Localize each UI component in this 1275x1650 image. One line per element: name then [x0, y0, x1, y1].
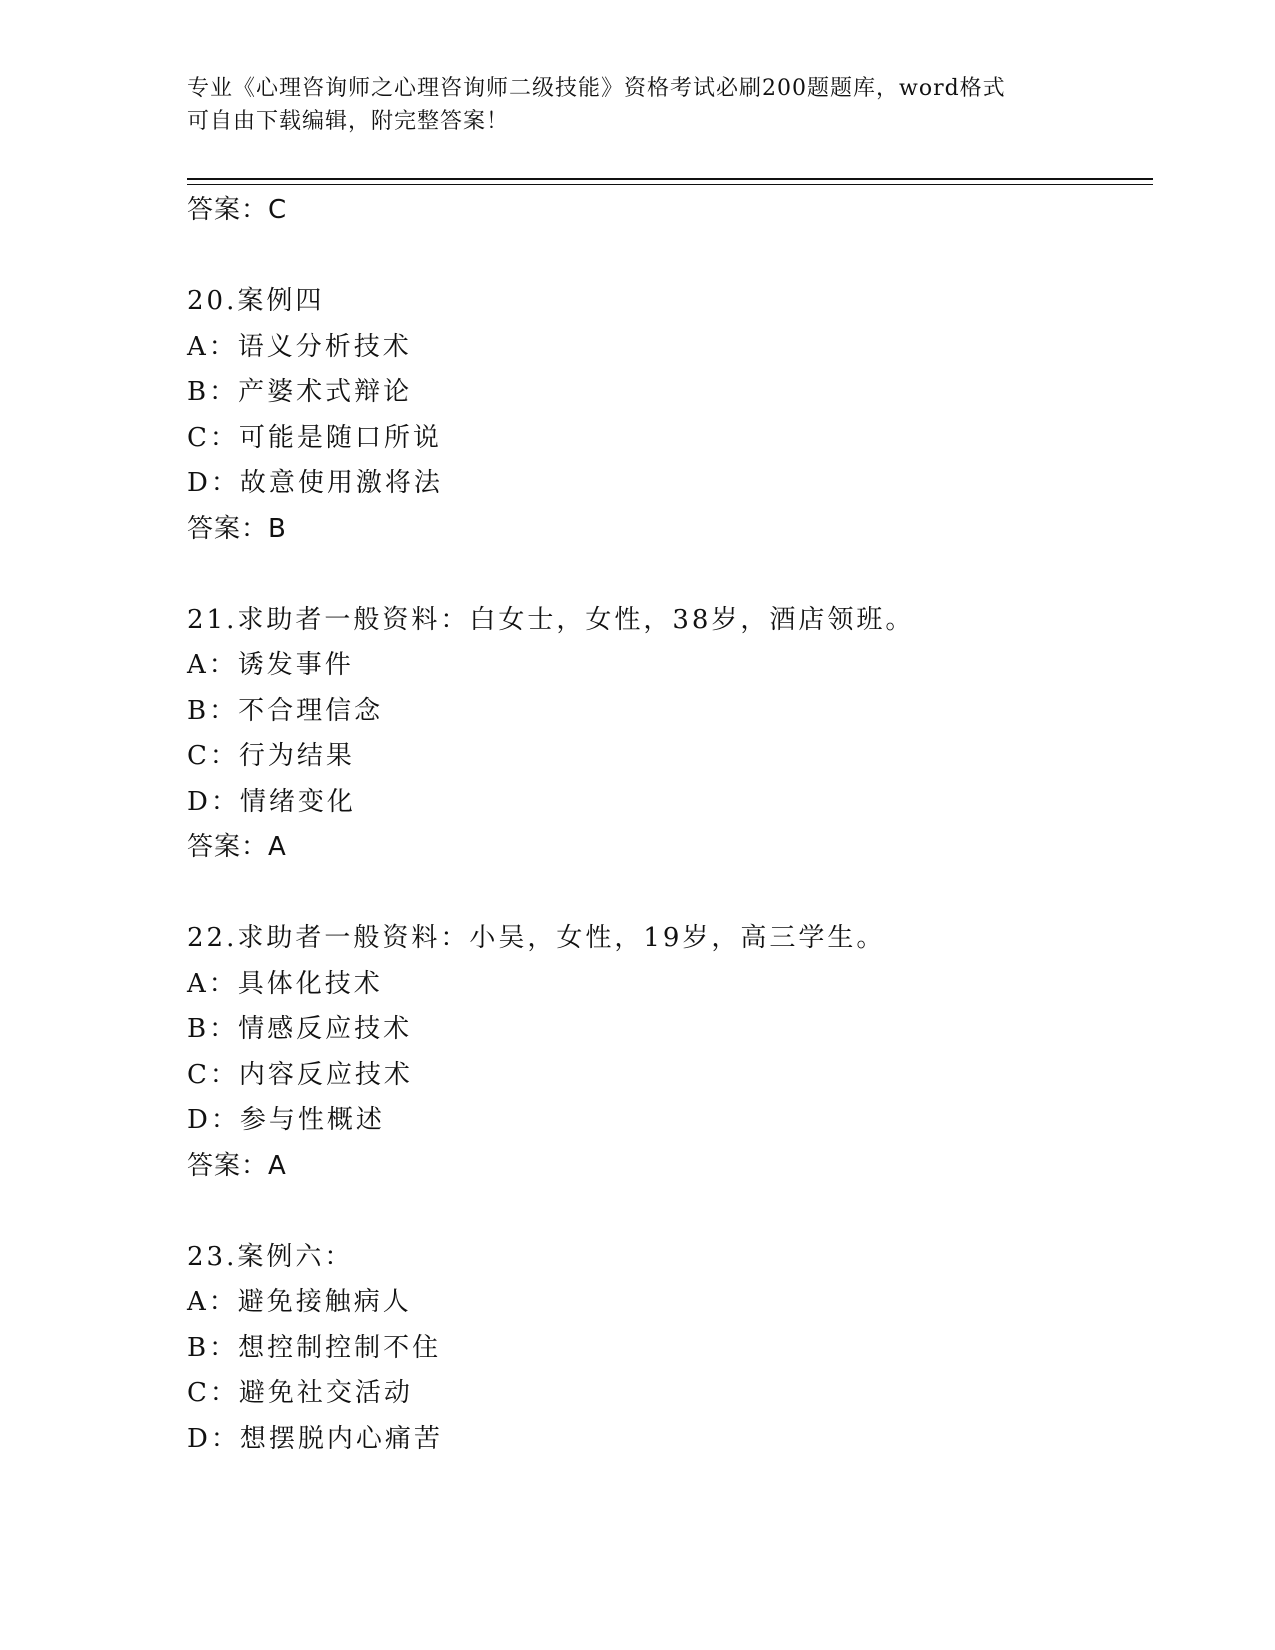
question-23 [187, 1235, 1147, 1463]
option-c: C：避免社交活动 [187, 1378, 413, 1408]
answer: 答案：B [187, 513, 287, 544]
option-d: D：参与性概述 [187, 1105, 385, 1135]
option-b: B：情感反应技术 [187, 1014, 413, 1044]
option-d: D：想摆脱内心痛苦 [187, 1423, 443, 1454]
question-stem: 23.案例六： [187, 1241, 354, 1272]
option-d: D：情绪变化 [187, 786, 356, 817]
question-stem: 22.求助者一般资料：小吴，女性，19岁，高三学生。 [187, 923, 886, 953]
question-21 [187, 598, 1147, 871]
option-b: B：想控制控制不住 [187, 1332, 442, 1363]
spacer [187, 552, 1147, 598]
question-20 [187, 279, 1147, 552]
previous-answer: 答案：C [187, 195, 288, 225]
option-a: A：语义分析技术 [187, 331, 412, 362]
page-header [187, 72, 1087, 138]
answer: 答案：A [187, 1150, 287, 1181]
option-c: C：可能是随口所说 [187, 422, 442, 453]
spacer [187, 871, 1147, 917]
answer: 答案：A [187, 832, 287, 862]
question-stem: 20.案例四 [187, 286, 325, 316]
option-d: D：故意使用激将法 [187, 468, 443, 498]
question-22 [187, 916, 1147, 1189]
question-list [187, 188, 1147, 1462]
spacer [187, 234, 1147, 280]
option-c: C：行为结果 [187, 741, 355, 771]
question-stem: 21.求助者一般资料：白女士，女性，38岁，酒店领班。 [187, 604, 915, 635]
spacer [187, 1189, 1147, 1235]
option-c: C：内容反应技术 [187, 1059, 413, 1090]
option-b: B：不合理信念 [187, 695, 384, 726]
option-b: B：产婆术式辩论 [187, 377, 413, 407]
header-divider [187, 178, 1153, 185]
option-a: A：具体化技术 [187, 968, 383, 999]
header-line-1: 专业《心理咨询师之心理咨询师二级技能》资格考试必刷200题题库，word格式 [187, 76, 1006, 101]
header-line-2: 可自由下载编辑，附完整答案！ [187, 109, 510, 134]
option-a: A：诱发事件 [187, 650, 354, 680]
option-a: A：避免接触病人 [187, 1287, 412, 1317]
